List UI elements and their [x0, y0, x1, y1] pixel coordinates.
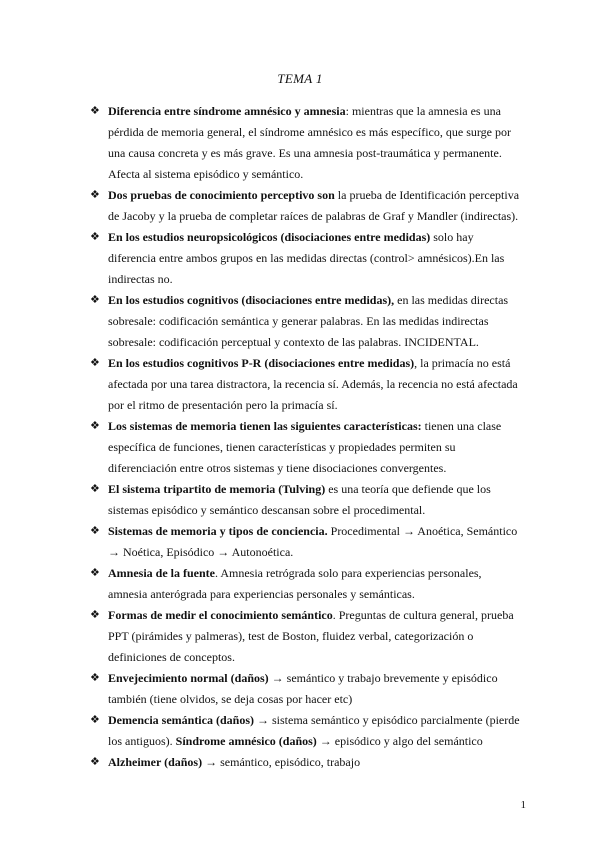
item-text: → semántico, episódico, trabajo: [202, 755, 361, 769]
bullet-list: [90, 101, 520, 773]
item-text: → sistema semántico y episódico parcialmente (pierde los antiguos).: [108, 713, 520, 748]
item-text: en las medidas directas sobresale: codificación semántica y generar palabras. En las medidas indirectas sobresale: codificación perceptual y contexto de las palabras. INCIDENTAL.: [108, 293, 509, 349]
page-number: 1: [520, 799, 526, 811]
item-text: . Preguntas de cultura general, prueba PPT (pirámides y palmeras), test de Boston, fluidez verbal, categorización o definiciones de conceptos.: [108, 608, 514, 664]
item-heading: El sistema tripartito de memoria (Tulving): [108, 482, 326, 496]
diamond-bullet-icon: ❖: [90, 231, 100, 243]
item-text: → semántico y trabajo brevemente y episódico también (tiene olvidos, se deja cosas por hacer etc): [108, 671, 498, 706]
diamond-bullet-icon: ❖: [90, 672, 100, 684]
item-heading: En los estudios cognitivos P-R (disociaciones entre medidas): [108, 356, 415, 370]
diamond-bullet-icon: ❖: [90, 714, 100, 726]
item-text: solo hay diferencia entre ambos grupos en las medidas directas (control> amnésicos).En las indirectas no.: [108, 230, 505, 286]
item-text: . Amnesia retrógrada solo para experiencias personales, amnesia anterógrada para experiencias personales y semánticas.: [108, 566, 482, 601]
item-heading: Diferencia entre síndrome amnésico y amnesia: [108, 104, 346, 118]
item-heading: Formas de medir el conocimiento semántico: [108, 608, 333, 622]
page-title: TEMA 1: [277, 71, 323, 86]
list-item: [90, 101, 520, 185]
list-item: [90, 605, 520, 668]
list-item: [90, 521, 520, 563]
item-text: Procedimental → Anoética, Semántico → Noética, Episódico → Autonoética.: [108, 524, 518, 559]
item-text: la prueba de Identificación perceptiva de Jacoby y la prueba de completar raíces de palabras de Graf y Mandler (indirectas).: [108, 188, 520, 223]
item-text: es una teoría que defiende que los sistemas episódico y semántico descansan sobre el procedimental.: [108, 482, 491, 517]
diamond-bullet-icon: ❖: [90, 756, 100, 768]
diamond-bullet-icon: ❖: [90, 294, 100, 306]
diamond-bullet-icon: ❖: [90, 420, 100, 432]
list-item: [90, 668, 520, 710]
diamond-bullet-icon: ❖: [90, 357, 100, 369]
list-item: [90, 290, 520, 353]
item-heading: Sistemas de memoria y tipos de conciencia.: [108, 524, 328, 538]
item-text: tienen una clase específica de funciones, tienen características y propiedades permiten su diferenciación entre otros sistemas y tiene disociaciones convergentes.: [108, 419, 502, 475]
list-item: [90, 710, 520, 752]
list-item: [90, 227, 520, 290]
diamond-bullet-icon: ❖: [90, 609, 100, 621]
item-heading: Envejecimiento normal (daños): [108, 671, 269, 685]
item-heading: Los sistemas de memoria tienen las siguientes características:: [108, 419, 422, 433]
list-item: [90, 416, 520, 479]
list-item: [90, 185, 520, 227]
list-item: [90, 353, 520, 416]
item-text: : mientras que la amnesia es una pérdida de memoria general, el síndrome amnésico es más específico, que surge por una causa concreta y es más grave. Es una amnesia post-traumática y permanente. Afecta al sistema episódico y semántico.: [108, 104, 511, 181]
diamond-bullet-icon: ❖: [90, 567, 100, 579]
list-item: [90, 479, 520, 521]
diamond-bullet-icon: ❖: [90, 189, 100, 201]
item-heading: Alzheimer (daños): [108, 755, 203, 769]
item-heading: En los estudios neuropsicológicos (disociaciones entre medidas): [108, 230, 431, 244]
item-heading-secondary: Síndrome amnésico (daños): [175, 734, 317, 748]
diamond-bullet-icon: ❖: [90, 483, 100, 495]
item-heading: Dos pruebas de conocimiento perceptivo son: [108, 188, 335, 202]
item-heading: Demencia semántica (daños): [108, 713, 254, 727]
item-heading: Amnesia de la fuente: [108, 566, 215, 580]
item-heading: En los estudios cognitivos (disociaciones entre medidas),: [108, 293, 395, 307]
diamond-bullet-icon: ❖: [90, 105, 100, 117]
item-text-secondary: → episódico y algo del semántico: [316, 734, 483, 748]
list-item: [90, 563, 520, 605]
list-item: [90, 752, 520, 773]
item-text: , la primacía no está afectada por una tarea distractora, la recencia sí. Además, la recencia no está afectada por el ritmo de presentación pero la primacía sí.: [108, 356, 518, 412]
diamond-bullet-icon: ❖: [90, 525, 100, 537]
